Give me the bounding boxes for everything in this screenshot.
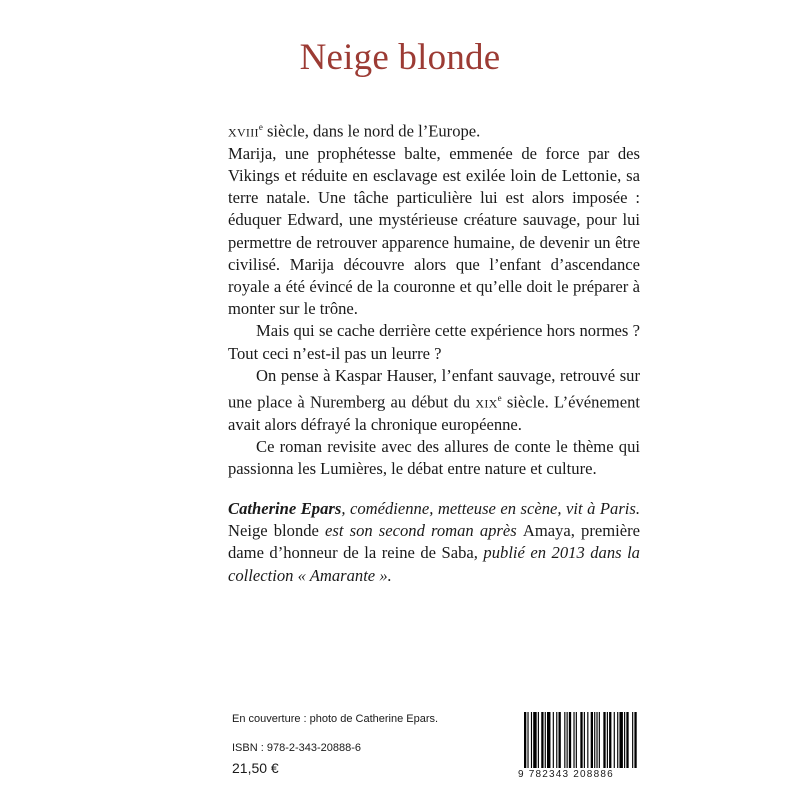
- bio-book-title-2: Amaya, première dame d’honneur de la reine de Saba: [228, 521, 640, 563]
- barcode-bar: [538, 712, 539, 768]
- century-superscript: e: [258, 122, 263, 132]
- barcode-bar: [617, 712, 618, 768]
- century-superscript: e: [497, 392, 502, 403]
- bio-text-3: , publié en 2013 dans la collection « Amarante ».: [228, 543, 640, 585]
- price: 21,50 €: [232, 760, 279, 776]
- barcode-bar: [531, 712, 532, 768]
- barcode-bar: [567, 712, 568, 768]
- barcode-bar: [594, 712, 595, 768]
- barcode-bar: [632, 712, 633, 768]
- blurb-p1-text: siècle, dans le nord de l’Europe.: [262, 121, 481, 141]
- author-name: Catherine Epars: [228, 499, 342, 518]
- barcode-bar: [596, 712, 597, 768]
- cover-credit: En couverture : photo de Catherine Epars.: [232, 713, 439, 725]
- barcode-bar: [591, 712, 593, 768]
- century-numeral: xviii: [228, 121, 259, 141]
- blurb-p4-after: siècle. L’événement avait alors défrayé la chronique européenne.: [228, 392, 640, 434]
- barcode-bar: [524, 712, 526, 768]
- back-cover-blurb: [228, 116, 640, 480]
- barcode-bar: [556, 712, 557, 768]
- book-title: Neige blonde: [299, 37, 501, 78]
- barcode-bar: [533, 712, 536, 768]
- barcode-bar: [553, 712, 554, 768]
- barcode-bar: [576, 712, 577, 768]
- barcode-bar: [599, 712, 600, 768]
- barcode-bar: [614, 712, 615, 768]
- bio-text-1: , comédienne, metteuse en scène, vit à Paris.: [341, 499, 640, 518]
- blurb-paragraph-4: [228, 365, 640, 436]
- barcode-bar: [545, 712, 546, 768]
- barcode-bar: [541, 712, 543, 768]
- blurb-p4-before: On pense à Kaspar Hauser, l’enfant sauvage, retrouvé sur une place à Nuremberg au début du: [228, 365, 640, 412]
- barcode-bar: [626, 712, 628, 768]
- barcode-bar: [603, 712, 605, 768]
- blurb-paragraph-3: Mais qui se cache derrière cette expérience hors normes ? Tout ceci n’est-il pas un leurre ?: [228, 321, 640, 363]
- barcode-bar: [634, 712, 636, 768]
- barcode-bar: [587, 712, 588, 768]
- author-bio-paragraph: [228, 498, 640, 587]
- barcode-bar: [569, 712, 571, 768]
- barcode: [518, 712, 640, 780]
- barcode-bar: [564, 712, 565, 768]
- barcode-bar: [584, 712, 585, 768]
- barcode-bars-icon: [518, 712, 640, 770]
- author-bio: [228, 498, 640, 587]
- isbn: ISBN : 978-2-343-20888-6: [232, 742, 362, 754]
- barcode-bar: [607, 712, 608, 768]
- barcode-bar: [573, 712, 574, 768]
- barcode-digits: 9 782343 208886: [518, 769, 614, 780]
- blurb-paragraph-2: Marija, une prophétesse balte, emmenée de force par des Vikings et réduite en esclavage est exilée loin de Lettonie, sa terre natale. Une tâche particulière lui est alors imposée : éduquer Edward, une mystérieuse créature sauvage, pour lui permettre de retrouver apparence humaine, de devenir un être civilisé. Marija découvre alors que l’enfant d’ascendance royale a été évincé de la couronne et qu’elle doit le préparer à monter sur le trône.: [228, 143, 640, 319]
- barcode-bar: [609, 712, 611, 768]
- bio-book-title-1: Neige blonde: [228, 521, 319, 541]
- century-numeral: xix: [475, 392, 498, 412]
- barcode-bar: [527, 712, 528, 768]
- barcode-bar: [619, 712, 622, 768]
- barcode-bar: [547, 712, 550, 768]
- blurb-paragraph-1: [228, 116, 640, 143]
- bio-text-2: est son second roman après: [318, 521, 523, 541]
- barcode-bar: [580, 712, 582, 768]
- blurb-paragraph-5: Ce roman revisite avec des allures de conte le thème qui passionna les Lumières, le débat entre nature et culture.: [228, 436, 640, 479]
- barcode-bar: [624, 712, 625, 768]
- barcode-bar: [559, 712, 561, 768]
